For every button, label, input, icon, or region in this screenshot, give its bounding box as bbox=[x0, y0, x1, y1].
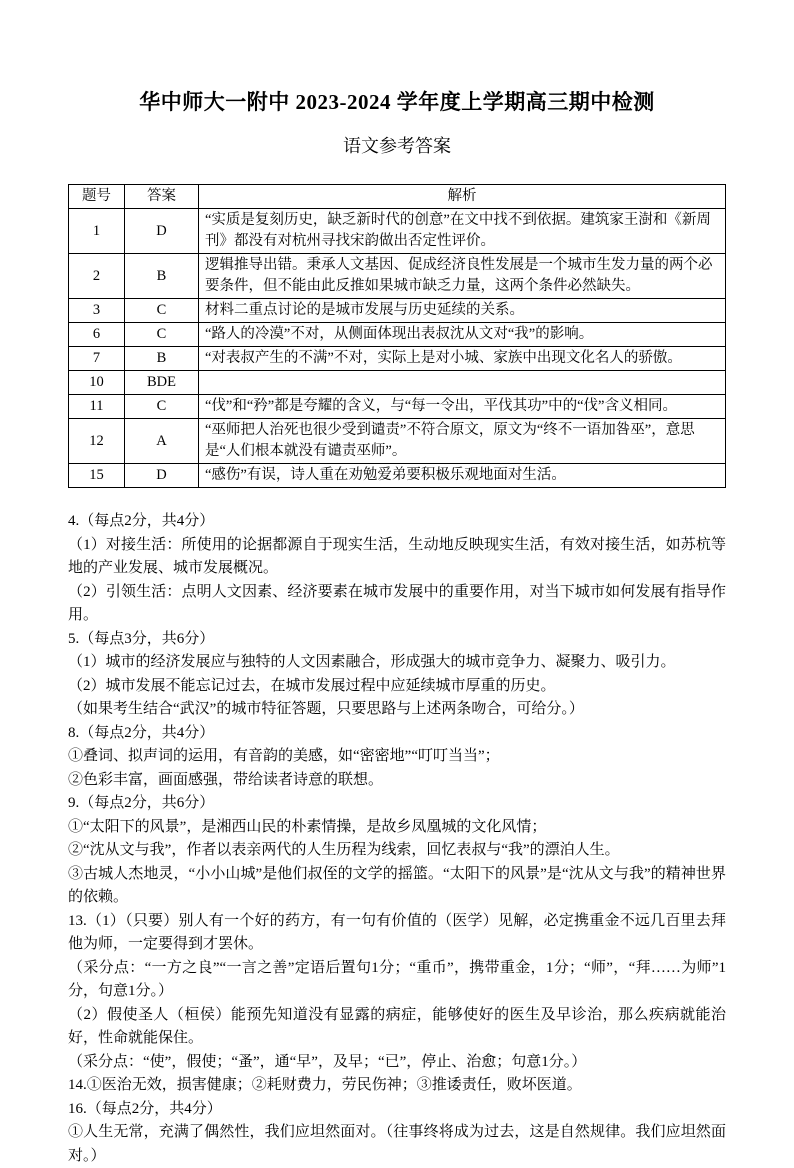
explanation-cell bbox=[199, 371, 726, 395]
explanation-cell: “伐”和“矜”都是夸耀的含义，与“每一令出，平伐其功”中的“伐”含义相同。 bbox=[199, 395, 726, 419]
col-header-question-number: 题号 bbox=[69, 185, 125, 209]
answer-cell: B bbox=[125, 347, 199, 371]
table-row bbox=[69, 347, 726, 371]
explanation-cell: 材料二重点讨论的是城市发展与历史延续的关系。 bbox=[199, 299, 726, 323]
table-row bbox=[69, 299, 726, 323]
answer-line: 13.（1）（只要）别人有一个好的药方，有一句有价值的（医学）见解，必定携重金不远几百里去拜他为师，一定要得到才罢休。 bbox=[68, 912, 726, 952]
col-header-answer: 答案 bbox=[125, 185, 199, 209]
explanation-cell: “对表叔产生的不满”不对，实际上是对小城、家族中出现文化名人的骄傲。 bbox=[199, 347, 726, 371]
answer-line: （采分点：“使”，假使；“蚤”，通“早”，及早；“已”，停止、治愈；句意1分。） bbox=[68, 1053, 587, 1070]
answer-cell: D bbox=[125, 464, 199, 488]
answer-line: 14.①医治无效，损害健康；②耗财费力，劳民伤神；③推诿责任，败坏医道。 bbox=[68, 1077, 582, 1093]
answer-table bbox=[68, 184, 726, 488]
explanation-cell: “感伤”有误，诗人重在劝勉爱弟要积极乐观地面对生活。 bbox=[199, 464, 726, 488]
answer-cell: A bbox=[125, 419, 199, 464]
answer-line: （2）城市发展不能忘记过去，在城市发展过程中应延续城市厚重的历史。 bbox=[68, 677, 556, 694]
explanation-cell: “实质是复刻历史，缺乏新时代的创意”在文中找不到依据。建筑家王澍和《新周刊》都没有对杭州寻找宋韵做出否定性评价。 bbox=[199, 209, 726, 254]
answer-line: 8.（每点2分，共4分） bbox=[68, 724, 215, 741]
document-title: 华中师大一附中 2023-2024 学年度上学期高三期中检测 bbox=[139, 90, 655, 114]
answer-cell: C bbox=[125, 323, 199, 347]
answer-line: ②色彩丰富，画面感强，带给读者诗意的联想。 bbox=[68, 771, 384, 788]
table-row bbox=[69, 323, 726, 347]
answer-body bbox=[68, 510, 726, 1168]
answer-cell: C bbox=[125, 395, 199, 419]
question-number-cell: 6 bbox=[69, 323, 125, 347]
explanation-cell: 逻辑推导出错。秉承人文基因、促成经济良性发展是一个城市生发力量的两个必要条件，但不能由此反推如果城市缺乏力量，这两个条件必然缺失。 bbox=[199, 254, 726, 299]
col-header-explanation: 解析 bbox=[199, 185, 726, 209]
table-row bbox=[69, 254, 726, 299]
explanation-cell: “巫师把人治死也很少受到谴责”不符合原文，原文为“终不一语加咎巫”，意思是“人们根本就没有谴责巫师”。 bbox=[199, 419, 726, 464]
answer-cell: D bbox=[125, 209, 199, 254]
explanation-cell: “路人的冷漠”不对，从侧面体现出表叔沈从文对“我”的影响。 bbox=[199, 323, 726, 347]
table-row bbox=[69, 464, 726, 488]
answer-cell: B bbox=[125, 254, 199, 299]
answer-cell: BDE bbox=[125, 371, 199, 395]
table-header-row bbox=[69, 185, 726, 209]
question-number-cell: 12 bbox=[69, 419, 125, 464]
answer-cell: C bbox=[125, 299, 199, 323]
answer-line: （2）引领生活：点明人文因素、经济要素在城市发展中的重要作用，对当下城市如何发展有指导作用。 bbox=[68, 583, 726, 623]
question-number-cell: 10 bbox=[69, 371, 125, 395]
answer-line: ②“沈从文与我”，作者以表亲两代的人生历程为线索，回忆表叔与“我”的漂泊人生。 bbox=[68, 842, 620, 858]
table-row bbox=[69, 419, 726, 464]
question-number-cell: 15 bbox=[69, 464, 125, 488]
answer-line: （2）假使圣人（桓侯）能预先知道没有显露的病症，能够使好的医生及早诊治，那么疾病就能治好，性命就能保住。 bbox=[68, 1006, 726, 1046]
answer-line: ①人生无常，充满了偶然性，我们应坦然面对。（往事终将成为过去，这是自然规律。我们应坦然面对。） bbox=[68, 1124, 726, 1164]
question-number-cell: 11 bbox=[69, 395, 125, 419]
question-number-cell: 2 bbox=[69, 254, 125, 299]
table-row bbox=[69, 209, 726, 254]
answer-line: 5.（每点3分，共6分） bbox=[68, 630, 215, 647]
answer-line: 4.（每点2分，共4分） bbox=[68, 513, 215, 529]
answer-line: ①叠词、拟声词的运用，有音韵的美感，如“密密地”“叮叮当当”； bbox=[68, 748, 500, 764]
document-subtitle: 语文参考答案 bbox=[343, 136, 451, 156]
question-number-cell: 3 bbox=[69, 299, 125, 323]
table-row bbox=[69, 371, 726, 395]
answer-line: ③古城人杰地灵，“小小山城”是他们叔侄的文学的摇篮。“太阳下的风景”是“沈从文与我”的精神世界的依赖。 bbox=[68, 865, 726, 905]
answer-line: （1）城市的经济发展应与独特的人文因素融合，形成强大的城市竞争力、凝聚力、吸引力。 bbox=[68, 654, 676, 670]
question-number-cell: 1 bbox=[69, 209, 125, 254]
answer-line: 9.（每点2分，共6分） bbox=[68, 795, 215, 811]
table-row bbox=[69, 395, 726, 419]
question-number-cell: 7 bbox=[69, 347, 125, 371]
answer-line: （采分点：“一方之良”“一言之善”定语后置句1分；“重币”，携带重金，1分；“师”，“拜……为师”1分，句意1分。） bbox=[68, 959, 726, 999]
answer-line: ①“太阳下的风景”，是湘西山民的朴素情操，是故乡凤凰城的文化风情； bbox=[68, 818, 547, 835]
answer-line: （如果考生结合“武汉”的城市特征答题，只要思路与上述两条吻合，可给分。） bbox=[68, 701, 584, 717]
answer-line: （1）对接生活：所使用的论据都源自于现实生活，生动地反映现实生活，有效对接生活，如苏杭等地的产业发展、城市发展概况。 bbox=[68, 536, 726, 576]
answer-line: 16.（每点2分，共4分） bbox=[68, 1100, 222, 1117]
